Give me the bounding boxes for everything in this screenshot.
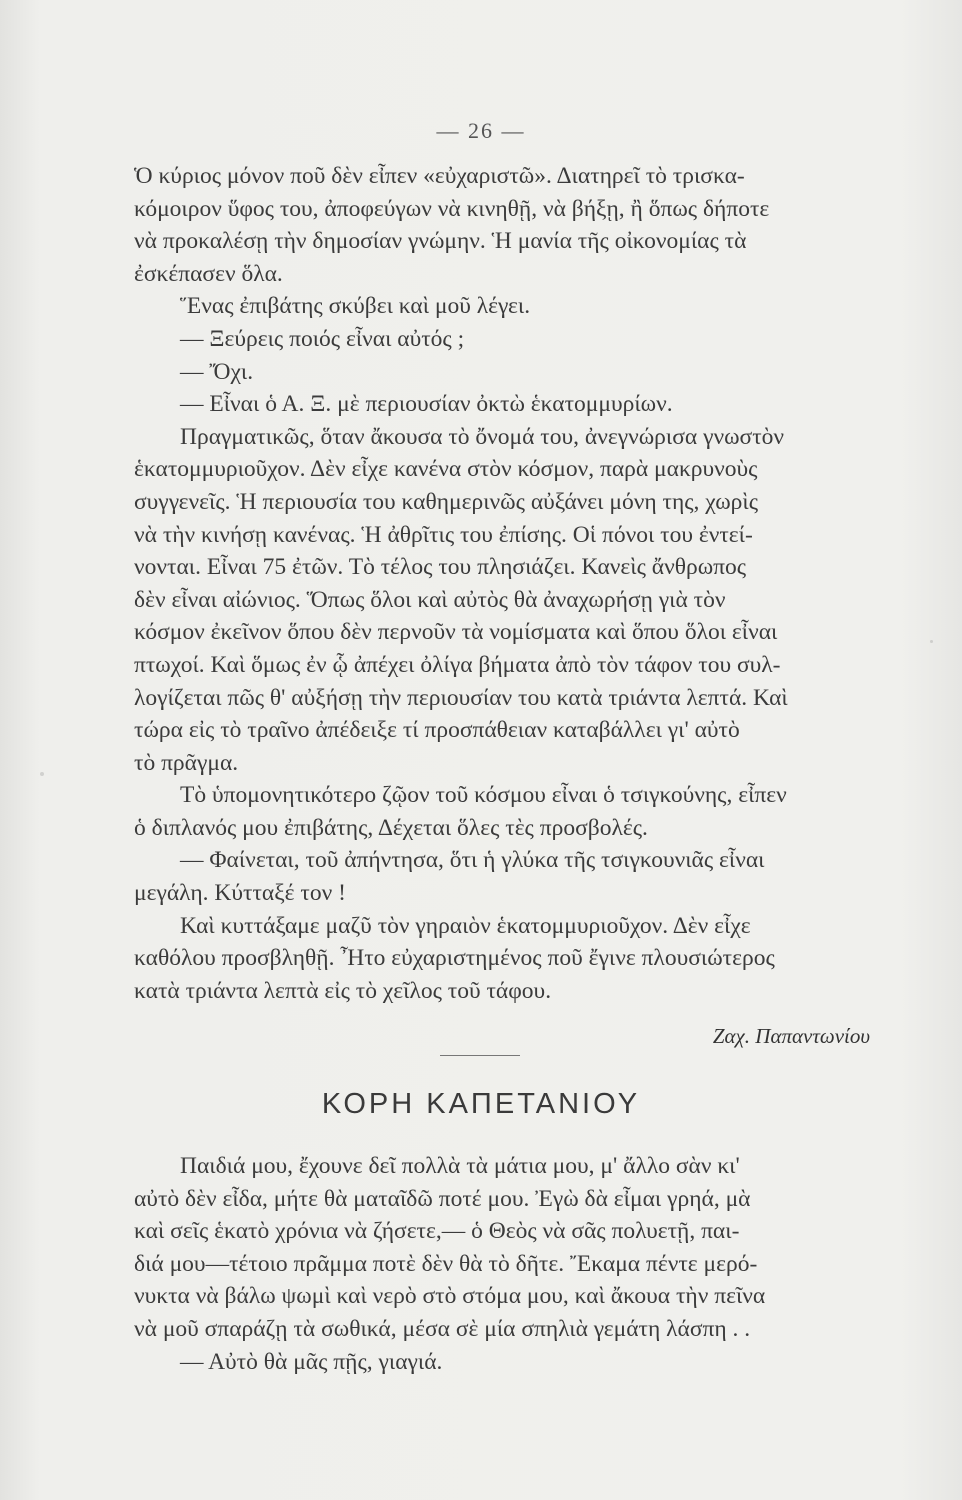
text-line: ὁ διπλανός μου ἐπιβάτης, Δέχεται ὅλες τὲς προσβολές. — [134, 814, 648, 841]
text-line: καὶ σεῖς ἑκατὸ χρόνια νὰ ζήσετε,— ὁ Θεὸς νὰ σᾶς πολυετῇ, παι- — [134, 1218, 740, 1245]
author-signature: Ζαχ. Παπαντωνίου — [712, 1024, 870, 1048]
text-line: διά μου—τέτοιο πρᾶμμα ποτὲ δὲν θὰ τὸ δῆτε. Ἔκαμα πέντε μερό- — [134, 1250, 758, 1277]
text-line: — Φαίνεται, τοῦ ἀπήντησα, ὅτι ἡ γλύκα τῆς τσιγκουνιᾶς εἶναι — [180, 847, 765, 874]
text-line: νυκτα νὰ βάλω ψωμὶ καὶ νερὸ στὸ στόμα μου, καὶ ἄκουα τὴν πεῖνα — [134, 1283, 766, 1310]
text-line: κόμοιρον ὕφος του, ἀποφεύγων νὰ κινηθῇ, νὰ βήξῃ, ἢ ὅπως δήποτε — [134, 195, 770, 222]
text-line: νὰ μοῦ σπαράζῃ τὰ σωθικά, μέσα σὲ μία σπηλιὰ γεμάτη λάσπη . . — [134, 1315, 751, 1342]
text-line: τώρα εἰς τὸ τραῖνο ἀπέδειξε τί προσπάθειαν καταβάλλει γι' αὐτὸ — [134, 717, 740, 744]
text-line: — Αὐτὸ θὰ μᾶς πῇς, γιαγιά. — [180, 1348, 443, 1375]
text-line: ἑκατομμυριοῦχον. Δὲν εἶχε κανένα στὸν κόσμον, παρὰ μακρυνοὺς — [134, 456, 758, 483]
print-speck — [930, 640, 933, 643]
text-line: μεγάλη. Κύτταξέ τον ! — [134, 880, 346, 907]
text-line: συγγενεῖς. Ἡ περιουσία του καθημερινῶς αὐξάνει μόνη της, χωρὶς — [134, 488, 759, 515]
text-line: — Ξεύρεις ποιός εἶναι αὐτός ; — [180, 325, 465, 352]
article-body — [134, 160, 874, 1007]
text-line: — Ὄχι. — [180, 358, 254, 385]
story-body — [134, 1150, 874, 1378]
text-line: Καὶ κυττάξαμε μαζῦ τὸν γηραιὸν ἑκατομμυριοῦχον. Δὲν εἶχε — [180, 912, 751, 939]
text-line: κόσμον ἐκεῖνον ὅπου δὲν περνοῦν τὰ νομίσματα καὶ ὅπου ὅλοι εἶναι — [134, 619, 778, 646]
text-line: — Εἶναι ὁ Α. Ξ. μὲ περιουσίαν ὀκτὼ ἑκατομμυρίων. — [180, 391, 673, 418]
text-line: νὰ προκαλέσῃ τὴν δημοσίαν γνώμην. Ἡ μανία τῆς οἰκονομίας τὰ — [134, 228, 747, 255]
text-line: δὲν εἶναι αἰώνιος. Ὅπως ὅλοι καὶ αὐτὸς θὰ ἀναχωρήσῃ γιὰ τὸν — [134, 586, 726, 613]
section-divider — [440, 1055, 520, 1056]
text-line: νονται. Εἶναι 75 ἐτῶν. Τὸ τέλος του πλησιάζει. Κανεὶς ἄνθρωπος — [134, 554, 747, 581]
section-title: ΚΟΡΗ ΚΑΠΕΤΑΝΙΟΥ — [321, 1088, 641, 1120]
print-speck — [40, 772, 44, 776]
text-line: πτωχοί. Καὶ ὅμως ἐν ᾧ ἀπέχει ὀλίγα βήματα ἀπὸ τὸν τάφον του συλ- — [134, 651, 781, 678]
text-line: Πραγματικῶς, ὅταν ἄκουσα τὸ ὄνομά του, ἀνεγνώρισα γνωστὸν — [180, 423, 785, 450]
text-line: Ἕνας ἐπιβάτης σκύβει καὶ μοῦ λέγει. — [180, 293, 531, 320]
text-line: Παιδιά μου, ἔχουνε δεῖ πολλὰ τὰ μάτια μου, μ' ἄλλο σὰν κι' — [180, 1153, 740, 1179]
text-line: Ὁ κύριος μόνον ποῦ δὲν εἶπεν «εὐχαριστῶ». Διατηρεῖ τὸ τρισκα- — [134, 163, 745, 189]
text-line: αὐτὸ δὲν εἶδα, μήτε θὰ ματαῖδῶ ποτέ μου. Ἐγὼ δὰ εἶμαι γρηά, μὰ — [134, 1185, 751, 1212]
text-line: κατὰ τριάντα λεπτὰ εἰς τὸ χεῖλος τοῦ τάφου. — [134, 977, 552, 1004]
text-line: τὸ πρᾶγμα. — [134, 749, 239, 776]
text-line: καθόλου προσβληθῇ. Ἦτο εὐχαριστημένος ποῦ ἔγινε πλουσιώτερος — [134, 945, 775, 972]
text-line: νὰ τὴν κινήσῃ κανένας. Ἡ ἀθρῖτις του ἐπίσης. Οἱ πόνοι του ἐντεί- — [134, 521, 753, 548]
page-number: — 26 — — [436, 118, 526, 143]
text-line: Τὸ ὑπομονητικότερο ζῷον τοῦ κόσμου εἶναι ὁ τσιγκούνης, εἶπεν — [180, 782, 787, 809]
text-line: λογίζεται πῶς θ' αὐξήσῃ τὴν περιουσίαν του κατὰ τριάντα λεπτά. Καὶ — [134, 684, 788, 711]
text-line: ἐσκέπασεν ὅλα. — [134, 260, 283, 287]
